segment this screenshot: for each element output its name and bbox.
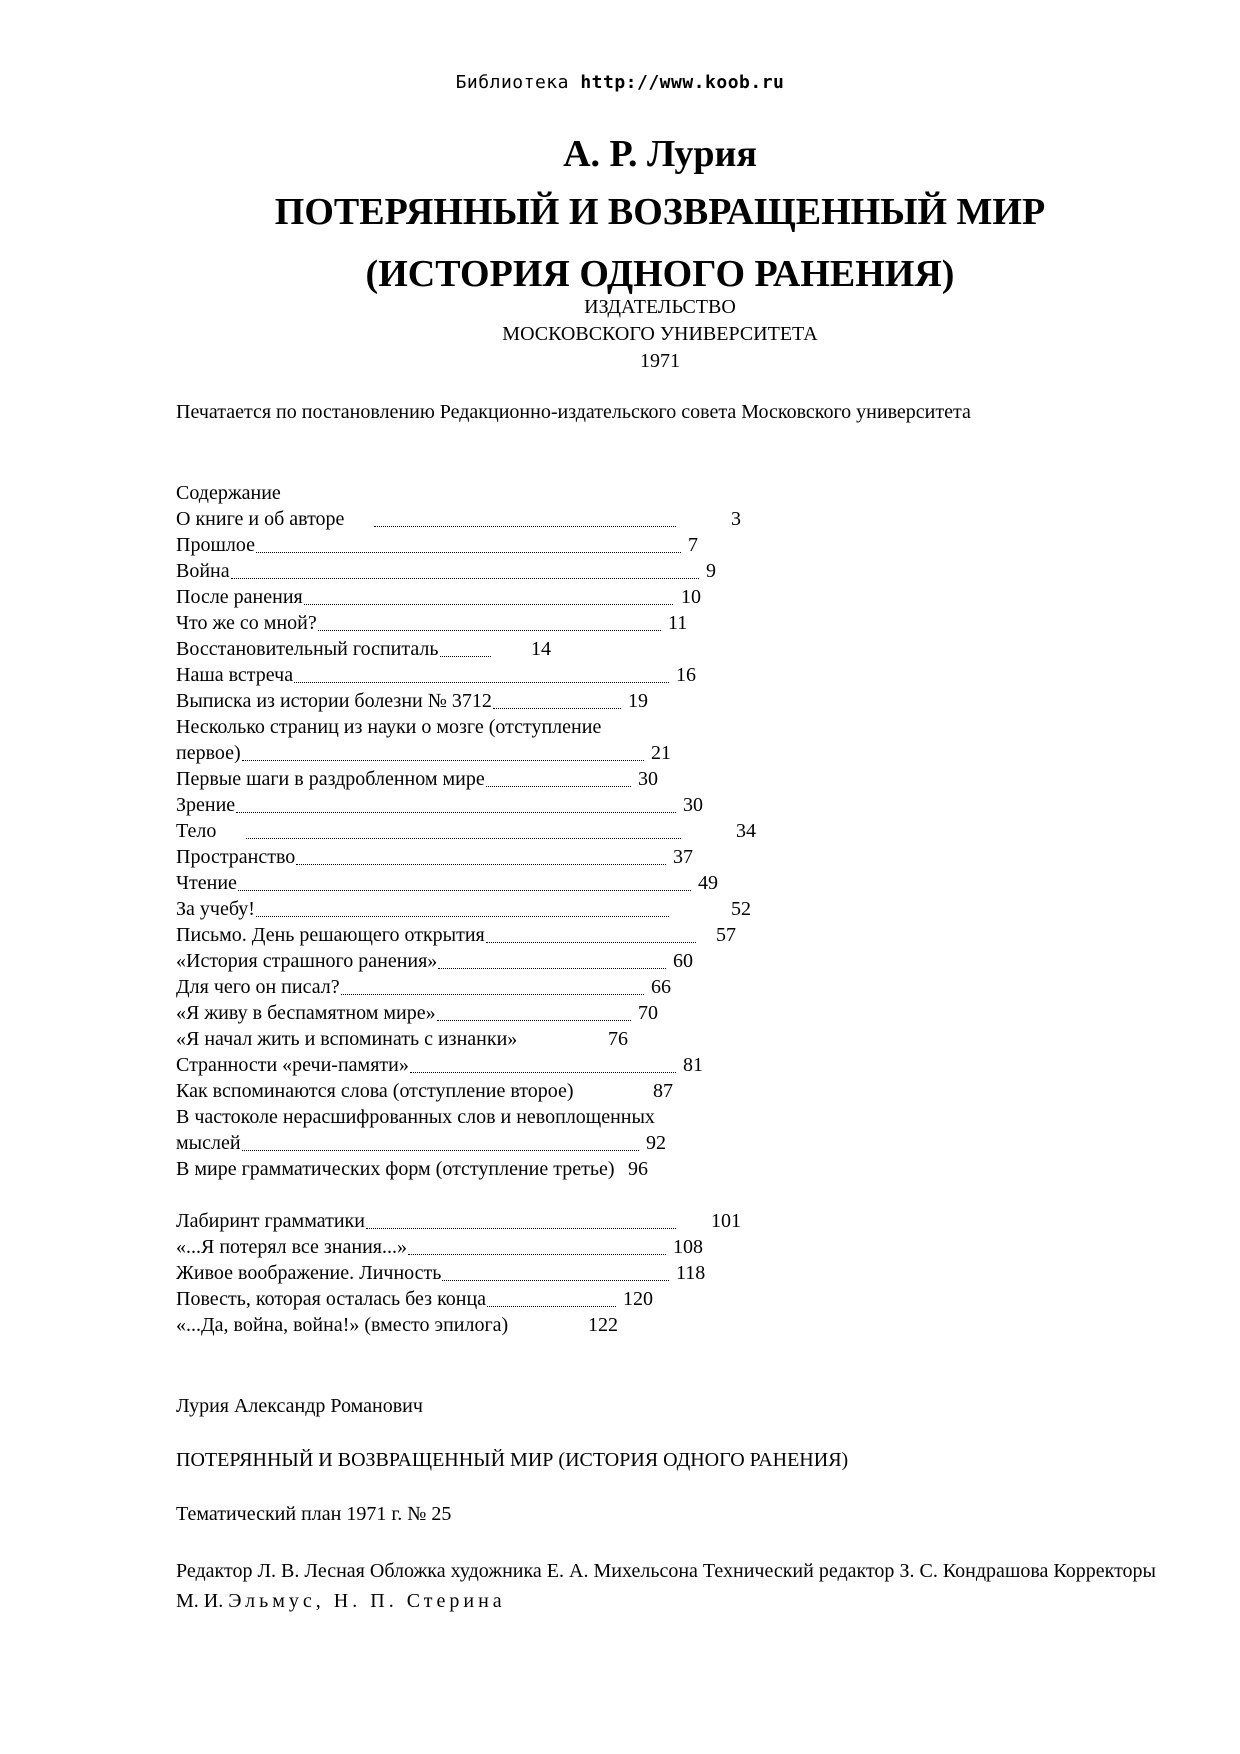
toc-dot-leader: [374, 500, 676, 527]
toc-entry-title: Тело: [176, 820, 217, 842]
toc-entry-page: 92: [646, 1132, 666, 1154]
toc-entry-page: 66: [651, 976, 671, 998]
toc-dot-leader: [242, 734, 644, 761]
imprint-author: Лурия Александр Романович: [176, 1395, 423, 1417]
toc-entry-title: Что же со мной?: [176, 612, 317, 634]
toc-entry-page: 11: [668, 612, 688, 634]
toc-entry-title: Наша встреча: [176, 664, 294, 686]
toc-entry-page: 101: [711, 1210, 741, 1232]
toc-entry-page: 87: [653, 1080, 673, 1102]
toc-dot-leader: [231, 552, 699, 579]
toc-entry-title: первое): [176, 742, 241, 764]
toc-entry-title: Прошлое: [176, 534, 255, 556]
toc-dot-leader: [246, 812, 681, 839]
book-title-line1: ПОТЕРЯННЫЙ И ВОЗВРАЩЕННЫЙ МИР: [274, 191, 1046, 233]
toc-entry: [176, 1130, 856, 1156]
toc-dot-leader: [438, 942, 666, 969]
table-of-contents: [176, 480, 856, 1338]
imprint-title: ПОТЕРЯННЫЙ И ВОЗВРАЩЕННЫЙ МИР (ИСТОРИЯ ОДНОГО РАНЕНИЯ): [176, 1449, 849, 1471]
toc-dot-leader: [318, 604, 661, 631]
credits-text: Редактор Л. В. Лесная Обложка художника Е. А. Михельсона Технический редактор З. С. Кондрашова Корректоры М. И.: [176, 1560, 1156, 1612]
toc-entry-title: «...Я потерял все знания...»: [176, 1236, 407, 1258]
toc-entry-page: 30: [683, 794, 703, 816]
toc-heading: Содержание: [176, 482, 281, 504]
toc-entry-title: «История страшного ранения»: [176, 950, 438, 972]
toc-entry-title: После ранения: [176, 586, 303, 608]
toc-dot-leader: [442, 1254, 669, 1281]
toc-dot-leader: [236, 786, 676, 813]
toc-entry-page: 21: [651, 742, 671, 764]
toc-entry-page: 122: [588, 1314, 618, 1336]
toc-entry: [176, 1078, 856, 1104]
toc-dot-leader: [487, 1280, 616, 1307]
library-label: Библиотека: [455, 72, 569, 93]
toc-entry-title: О книге и об авторе: [176, 508, 345, 530]
toc-dot-leader: [294, 656, 669, 683]
toc-dot-leader: [486, 916, 696, 943]
toc-dot-leader: [296, 838, 666, 865]
publication-note: Печатается по постановлению Редакционно-издательского совета Московского университета: [176, 401, 971, 423]
toc-entry-page: 60: [673, 950, 693, 972]
toc-entry: [176, 1312, 856, 1338]
toc-entry-title: Странности «речи-памяти»: [176, 1054, 409, 1076]
toc-entry-title: Как вспоминаются слова (отступление второе): [176, 1080, 574, 1102]
toc-dot-leader: [256, 526, 681, 553]
toc-entry-title: Повесть, которая осталась без конца: [176, 1288, 487, 1310]
toc-entry-title: Выписка из истории болезни № 3712: [176, 690, 492, 712]
toc-entry-page: 3: [731, 508, 741, 530]
toc-dot-leader: [486, 760, 631, 787]
toc-entry-page: 76: [608, 1028, 628, 1050]
toc-dot-leader: [408, 1228, 666, 1255]
toc-entry-page: 118: [676, 1262, 706, 1284]
toc-entry: [176, 610, 856, 636]
toc-dot-leader: [493, 682, 621, 709]
toc-entry-title: Несколько страниц из науки о мозге (отступление: [176, 716, 602, 738]
toc-entry-page: 81: [683, 1054, 703, 1076]
toc-entry: [176, 1052, 856, 1078]
toc-entry-page: 70: [638, 1002, 658, 1024]
toc-entry: [176, 1286, 856, 1312]
toc-entry-title: «...Да, война, война!» (вместо эпилога): [176, 1314, 509, 1336]
toc-entry: [176, 1000, 856, 1026]
book-author: А. Р. Лурия: [563, 133, 757, 175]
toc-dot-leader: [256, 890, 669, 917]
toc-entry-title: «Я живу в беспамятном мире»: [176, 1002, 436, 1024]
correctors-text: Эльмус, Н. П. Стерина: [228, 1590, 506, 1612]
toc-entry-page: 19: [628, 690, 648, 712]
toc-entry-page: 49: [698, 872, 718, 894]
toc-dot-leader: [341, 968, 644, 995]
toc-entry-page: 16: [676, 664, 696, 686]
toc-entry-title: Письмо. День решающего открытия: [176, 924, 485, 946]
toc-entry-page: 14: [531, 638, 551, 660]
toc-entry-page: 10: [681, 586, 701, 608]
toc-dot-leader: [440, 630, 492, 657]
toc-dot-leader: [410, 1046, 676, 1073]
toc-entry-title: Восстановительный госпиталь: [176, 638, 439, 660]
toc-dot-leader: [366, 1202, 676, 1229]
toc-entry-page: 108: [673, 1236, 703, 1258]
toc-list: [176, 506, 856, 1338]
toc-entry-page: 96: [628, 1158, 648, 1180]
library-header: [0, 72, 1240, 93]
toc-entry-title: В частоколе нерасшифрованных слов и невоплощенных: [176, 1106, 655, 1128]
toc-entry-page: 7: [688, 534, 698, 556]
toc-entry-title: Чтение: [176, 872, 237, 894]
toc-dot-leader: [304, 578, 673, 605]
toc-entry-title: Живое воображение. Личность: [176, 1262, 442, 1284]
toc-entry-title: мыслей: [176, 1132, 241, 1154]
publication-year: 1971: [640, 350, 680, 372]
toc-dot-leader: [238, 864, 691, 891]
toc-entry-page: 34: [736, 820, 756, 842]
toc-entry-title: Лабиринт грамматики: [176, 1210, 365, 1232]
toc-entry-title: Война: [176, 560, 230, 582]
publisher-line2: МОСКОВСКОГО УНИВЕРСИТЕТА: [502, 323, 818, 345]
toc-entry-title: Зрение: [176, 794, 236, 816]
toc-entry-title: Пространство: [176, 846, 296, 868]
imprint-credits: [176, 1556, 1156, 1616]
toc-dot-leader: [242, 1124, 639, 1151]
toc-entry-title: «Я начал жить и вспоминать с изнанки»: [176, 1028, 518, 1050]
book-title-line2: (ИСТОРИЯ ОДНОГО РАНЕНИЯ): [365, 253, 955, 295]
toc-entry: [176, 688, 856, 714]
toc-entry-page: 57: [716, 924, 736, 946]
imprint-plan: Тематический план 1971 г. № 25: [176, 1503, 452, 1525]
toc-dot-leader: [437, 994, 631, 1021]
toc-entry-page: 52: [731, 898, 751, 920]
publisher-line1: ИЗДАТЕЛЬСТВО: [584, 296, 736, 318]
toc-entry: [176, 1156, 856, 1182]
toc-entry-title: Первые шаги в раздробленном мире: [176, 768, 485, 790]
toc-entry-title: За учебу!: [176, 898, 255, 920]
toc-entry-page: 30: [638, 768, 658, 790]
toc-entry-page: 9: [706, 560, 716, 582]
toc-entry-page: 120: [623, 1288, 653, 1310]
toc-entry-title: Для чего он писал?: [176, 976, 340, 998]
toc-entry-page: 37: [673, 846, 693, 868]
toc-entry-title: В мире грамматических форм (отступление третье): [176, 1158, 615, 1180]
library-url[interactable]: http://www.koob.ru: [580, 72, 785, 93]
